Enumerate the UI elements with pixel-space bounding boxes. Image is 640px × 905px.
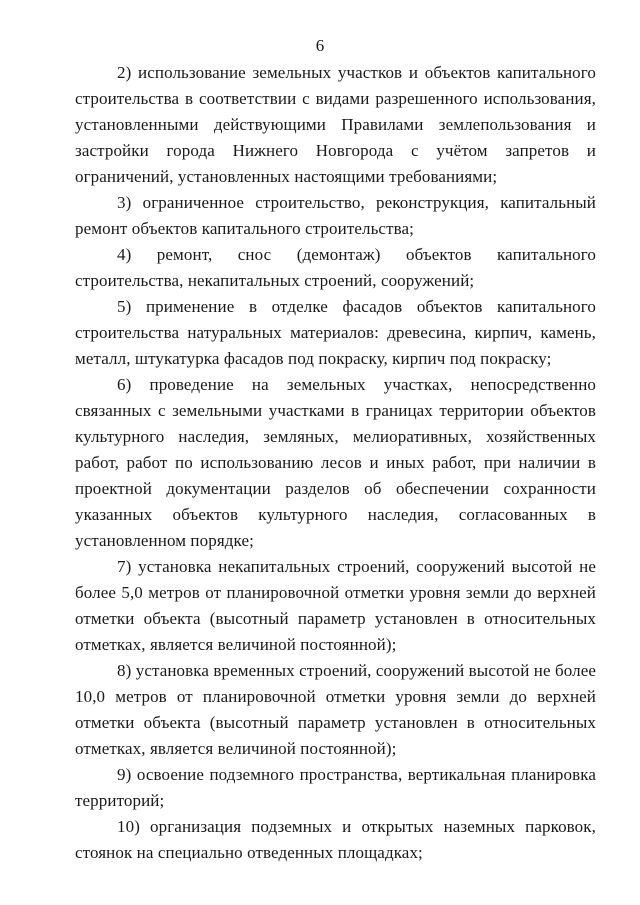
paragraph-item-6: 6) проведение на земельных участках, непосредственно связанных с земельными участками в границах территории объектов культурного наследия, земляных, мелиоративных, хозяйственных работ, работ по использованию лесов и иных работ, при наличии в проектной документации разделов об обеспечении сохранности указанных объектов культурного наследия, согласованных в установленном порядке; bbox=[75, 375, 596, 550]
paragraph-item-7: 7) установка некапитальных строений, сооружений высотой не более 5,0 метров от планировочной отметки уровня земли до верхней отметки объекта (высотный параметр установлен в относительных отметках, является величиной постоянной); bbox=[75, 557, 596, 654]
paragraph-item-8: 8) установка временных строений, сооружений высотой не более 10,0 метров от планировочной отметки уровня земли до верхней отметки объекта (высотный параметр установлен в относительных отметках, является величиной постоянной); bbox=[75, 661, 596, 758]
paragraph-item-4: 4) ремонт, снос (демонтаж) объектов капитального строительства, некапитальных строений, сооружений; bbox=[75, 245, 596, 290]
paragraph-item-3: 3) ограниченное строительство, реконструкция, капитальный ремонт объектов капитального строительства; bbox=[75, 193, 596, 238]
document-body bbox=[75, 60, 596, 866]
paragraph-item-5: 5) применение в отделке фасадов объектов капитального строительства натуральных материалов: древесина, кирпич, камень, металл, штукатурка фасадов под покраску, кирпич под покраску; bbox=[75, 297, 596, 368]
page-number: 6 bbox=[315, 36, 325, 55]
paragraph-item-2: 2) использование земельных участков и объектов капитального строительства в соответствии с видами разрешенного использования, установленными действующими Правилами землепользования и застройки города Нижнего Новгорода с учётом запретов и ограничений, установленных настоящими требованиями; bbox=[75, 63, 596, 186]
paragraph-item-10: 10) организация подземных и открытых наземных парковок, стоянок на специально отведенных площадках; bbox=[75, 817, 596, 862]
paragraph-item-9: 9) освоение подземного пространства, вертикальная планировка территорий; bbox=[75, 765, 596, 810]
